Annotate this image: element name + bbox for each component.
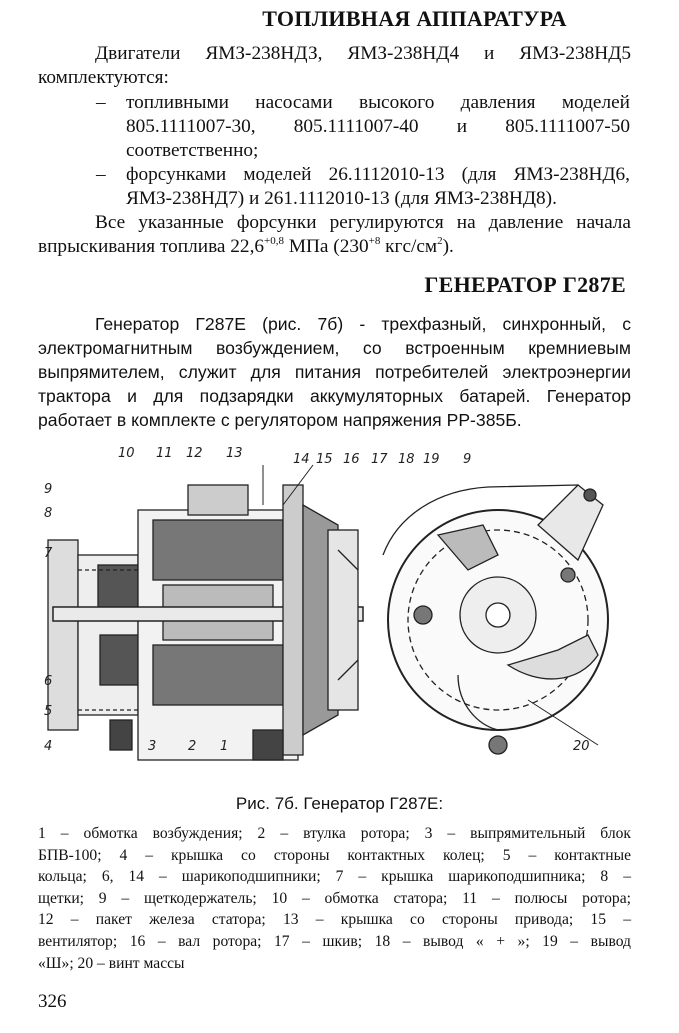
heading-fuel-system: ТОПЛИВНАЯ АППАРАТУРА [262,6,567,31]
callout-20: 20 [573,739,590,754]
bullet1-line2: 805.1111007-30, 805.1111007-40 и 805.1111007-50 [126,116,630,137]
callout-9: 9 [44,482,53,497]
legend-line: кольца; 6, 14 – шарикоподшипники; 7 – крышка шарикоподшипника; 8 – [38,868,631,886]
heading-generator: ГЕНЕРАТОР Г287Е [424,272,626,297]
callout-5: 5 [44,704,53,719]
callout-19: 19 [423,452,440,467]
gen-line: Генератор Г287Е (рис. 7б) - трехфазный, синхронный, с [95,314,631,334]
callout-10: 10 [118,446,135,461]
bullet1-line3: соответственно; [126,140,259,161]
callout-6: 6 [44,674,53,689]
figure-legend [38,823,631,974]
callout-1: 1 [220,739,229,754]
page-number: 326 [38,991,67,1012]
gen-line: электромагнитным возбуждением, со встроенным кремниевым [38,338,631,358]
legend-line: щетки; 9 – щеткодержатель; 10 – обмотка статора; 11 – полюсы ротора; [38,889,631,907]
fuel-intro-line1: Двигатели ЯМЗ-238НДЗ, ЯМЗ-238НД4 и ЯМЗ-238НД5 [95,43,631,64]
callout-3: 3 [148,739,157,754]
callout-17: 17 [371,452,388,467]
legend-line: вентилятор; 16 – вал ротора; 17 – шкив; 18 – вывод « + »; 19 – вывод [38,932,631,950]
gen-line: выпрямителем, служит для питания потребителей электроэнергии [38,362,631,382]
legend-line: 12 – пакет железа статора; 13 – крышка со стороны привода; 15 – [38,911,631,929]
callout-7: 7 [44,546,53,561]
fuel-intro-line2: комплектуются: [38,67,169,88]
callout-2: 2 [188,739,197,754]
pressure-line2: впрыскивания топлива $22,6^{+0,8}$ МПа ($230^{+8}$ кгс/$см^2$). [38,235,454,257]
generator-figure [38,445,638,785]
pressure-line1: Все указанные форсунки регулируются на давление начала [95,212,631,233]
callout-8: 8 [44,506,53,521]
legend-line: 1 – обмотка возбуждения; 2 – втулка ротора; 3 – выпрямительный блок [38,825,631,842]
end-view-drawing [383,485,608,754]
legend-line: «Ш»; 20 – винт массы [38,954,185,972]
callout-12: 12 [186,446,203,461]
bullet-dash-1: – [96,92,106,113]
callout-11: 11 [156,446,173,461]
callout-13: 13 [226,446,243,461]
bullet2-line1: форсунками моделей 26.1112010-13 (для ЯМЗ-238НД6, [126,164,630,185]
bullet2-line2: ЯМЗ-238НД7) и 261.1112010-13 (для ЯМЗ-238НД8). [126,188,557,209]
gen-line: работает в комплекте с регулятором напряжения РР-385Б. [38,410,522,430]
bullet1-line1: топливными насосами высокого давления моделей [126,92,630,113]
callout-16: 16 [343,452,360,467]
figure-caption: Рис. 7б. Генератор Г287Е: [235,794,444,813]
callout-9-right: 9 [463,452,472,467]
callout-4: 4 [44,739,53,754]
generator-paragraph [38,312,631,432]
callout-18: 18 [398,452,415,467]
gen-line: трактора и для подзарядки аккумуляторных батарей. Генератор [38,386,631,406]
legend-line: БПВ-100; 4 – крышка со стороны контактных колец; 5 – контактные [38,846,631,864]
callout-15: 15 [316,452,333,467]
bullet-dash-2: – [96,164,106,185]
cross-section-drawing [48,465,363,760]
callout-14: 14 [293,452,310,467]
